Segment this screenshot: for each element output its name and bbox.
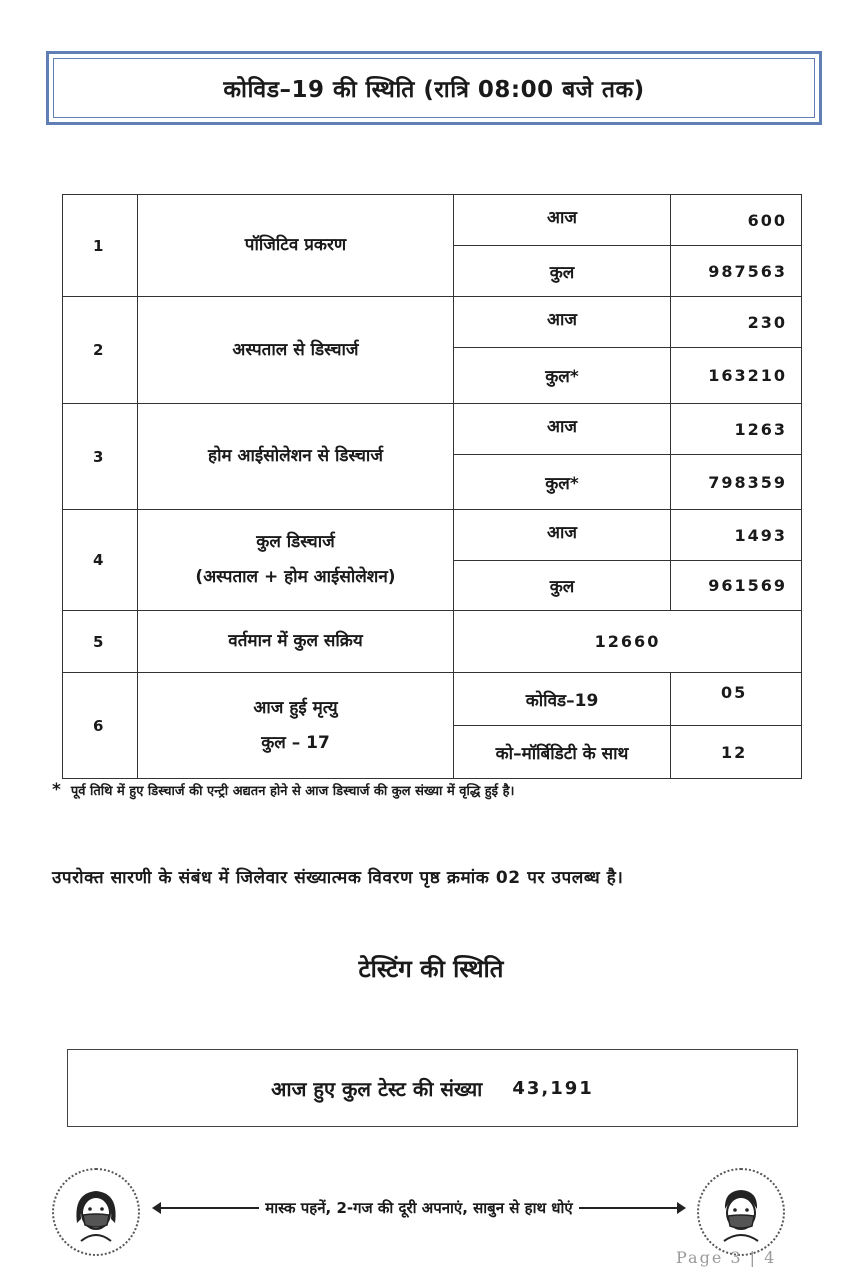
row-label-line: आज हुई मृत्यु [253, 697, 338, 718]
testing-heading: टेस्टिंग की स्थिति [358, 955, 504, 983]
row-serial: 5 [63, 611, 138, 673]
masked-man-icon [697, 1168, 785, 1256]
page-title: कोविड–19 की स्थिति (रात्रि 08:00 बजे तक) [53, 58, 815, 118]
safety-slogan [148, 1198, 690, 1218]
footnote-star: * [52, 780, 61, 800]
masked-woman-icon [52, 1168, 140, 1256]
row-label [138, 510, 454, 611]
table-row [63, 195, 802, 246]
slogan-text: मास्क पहनें, 2-गज की दूरी अपनाएं, साबुन से हाथ धोएं [265, 1199, 573, 1217]
table-row [63, 673, 802, 726]
sub-type: कुल [454, 561, 671, 611]
covid-stats-table [62, 194, 802, 779]
sub-value: 600 [671, 195, 802, 246]
arrow-right-icon [579, 1207, 684, 1209]
table-row [63, 510, 802, 561]
row-label: होम आईसोलेशन से डिस्चार्ज [138, 404, 454, 510]
row-serial: 1 [63, 195, 138, 297]
footnote-text: पूर्व तिथि में हुए डिस्चार्ज की एन्ट्री अद्यतन होने से आज डिस्चार्ज की कुल संख्या में वृद्धि हुई है। [70, 784, 515, 799]
sub-value: 12 [671, 726, 802, 779]
table-row [63, 297, 802, 348]
row-serial: 3 [63, 404, 138, 510]
row-label: पॉजिटिव प्रकरण [138, 195, 454, 297]
sub-type: आज [454, 404, 671, 455]
sub-value: 1493 [671, 510, 802, 561]
sub-type: आज [454, 510, 671, 561]
table-row [63, 404, 802, 455]
row-label-line: (अस्पताल + होम आईसोलेशन) [195, 567, 396, 587]
test-count-label: आज हुए कुल टेस्ट की संख्या [271, 1076, 483, 1101]
sub-value: 230 [671, 297, 802, 348]
sub-value: 987563 [671, 246, 802, 297]
reference-note: उपरोक्त सारणी के संबंध में जिलेवार संख्यात्मक विवरण पृष्ठ क्रमांक 02 पर उपलब्ध है। [52, 868, 624, 888]
sub-value: 798359 [671, 455, 802, 510]
row-label [138, 673, 454, 779]
sub-value: 05 [671, 673, 802, 726]
sub-type: कोविड–19 [454, 673, 671, 726]
row-label-line: कुल डिस्चार्ज [256, 532, 335, 552]
row-label: अस्पताल से डिस्चार्ज [138, 297, 454, 404]
footnote [52, 780, 832, 800]
row-serial: 4 [63, 510, 138, 611]
title-box [46, 51, 822, 125]
sub-type: कुल* [454, 348, 671, 404]
sub-type: कुल [454, 246, 671, 297]
sub-type: आज [454, 297, 671, 348]
row-label: वर्तमान में कुल सक्रिय [138, 611, 454, 673]
test-count-box [67, 1049, 798, 1127]
table-row [63, 611, 802, 673]
row-label-line: कुल – 17 [261, 732, 330, 753]
sub-type: को–मॉर्बिडिटी के साथ [454, 726, 671, 779]
test-count-value: 43,191 [512, 1077, 594, 1099]
arrow-left-icon [154, 1207, 259, 1209]
page-number: Page 3 | 4 [676, 1248, 777, 1267]
sub-type: कुल* [454, 455, 671, 510]
active-cases-value: 12660 [454, 611, 802, 673]
sub-value: 163210 [671, 348, 802, 404]
sub-value: 961569 [671, 561, 802, 611]
sub-value: 1263 [671, 404, 802, 455]
sub-type: आज [454, 195, 671, 246]
row-serial: 6 [63, 673, 138, 779]
row-serial: 2 [63, 297, 138, 404]
